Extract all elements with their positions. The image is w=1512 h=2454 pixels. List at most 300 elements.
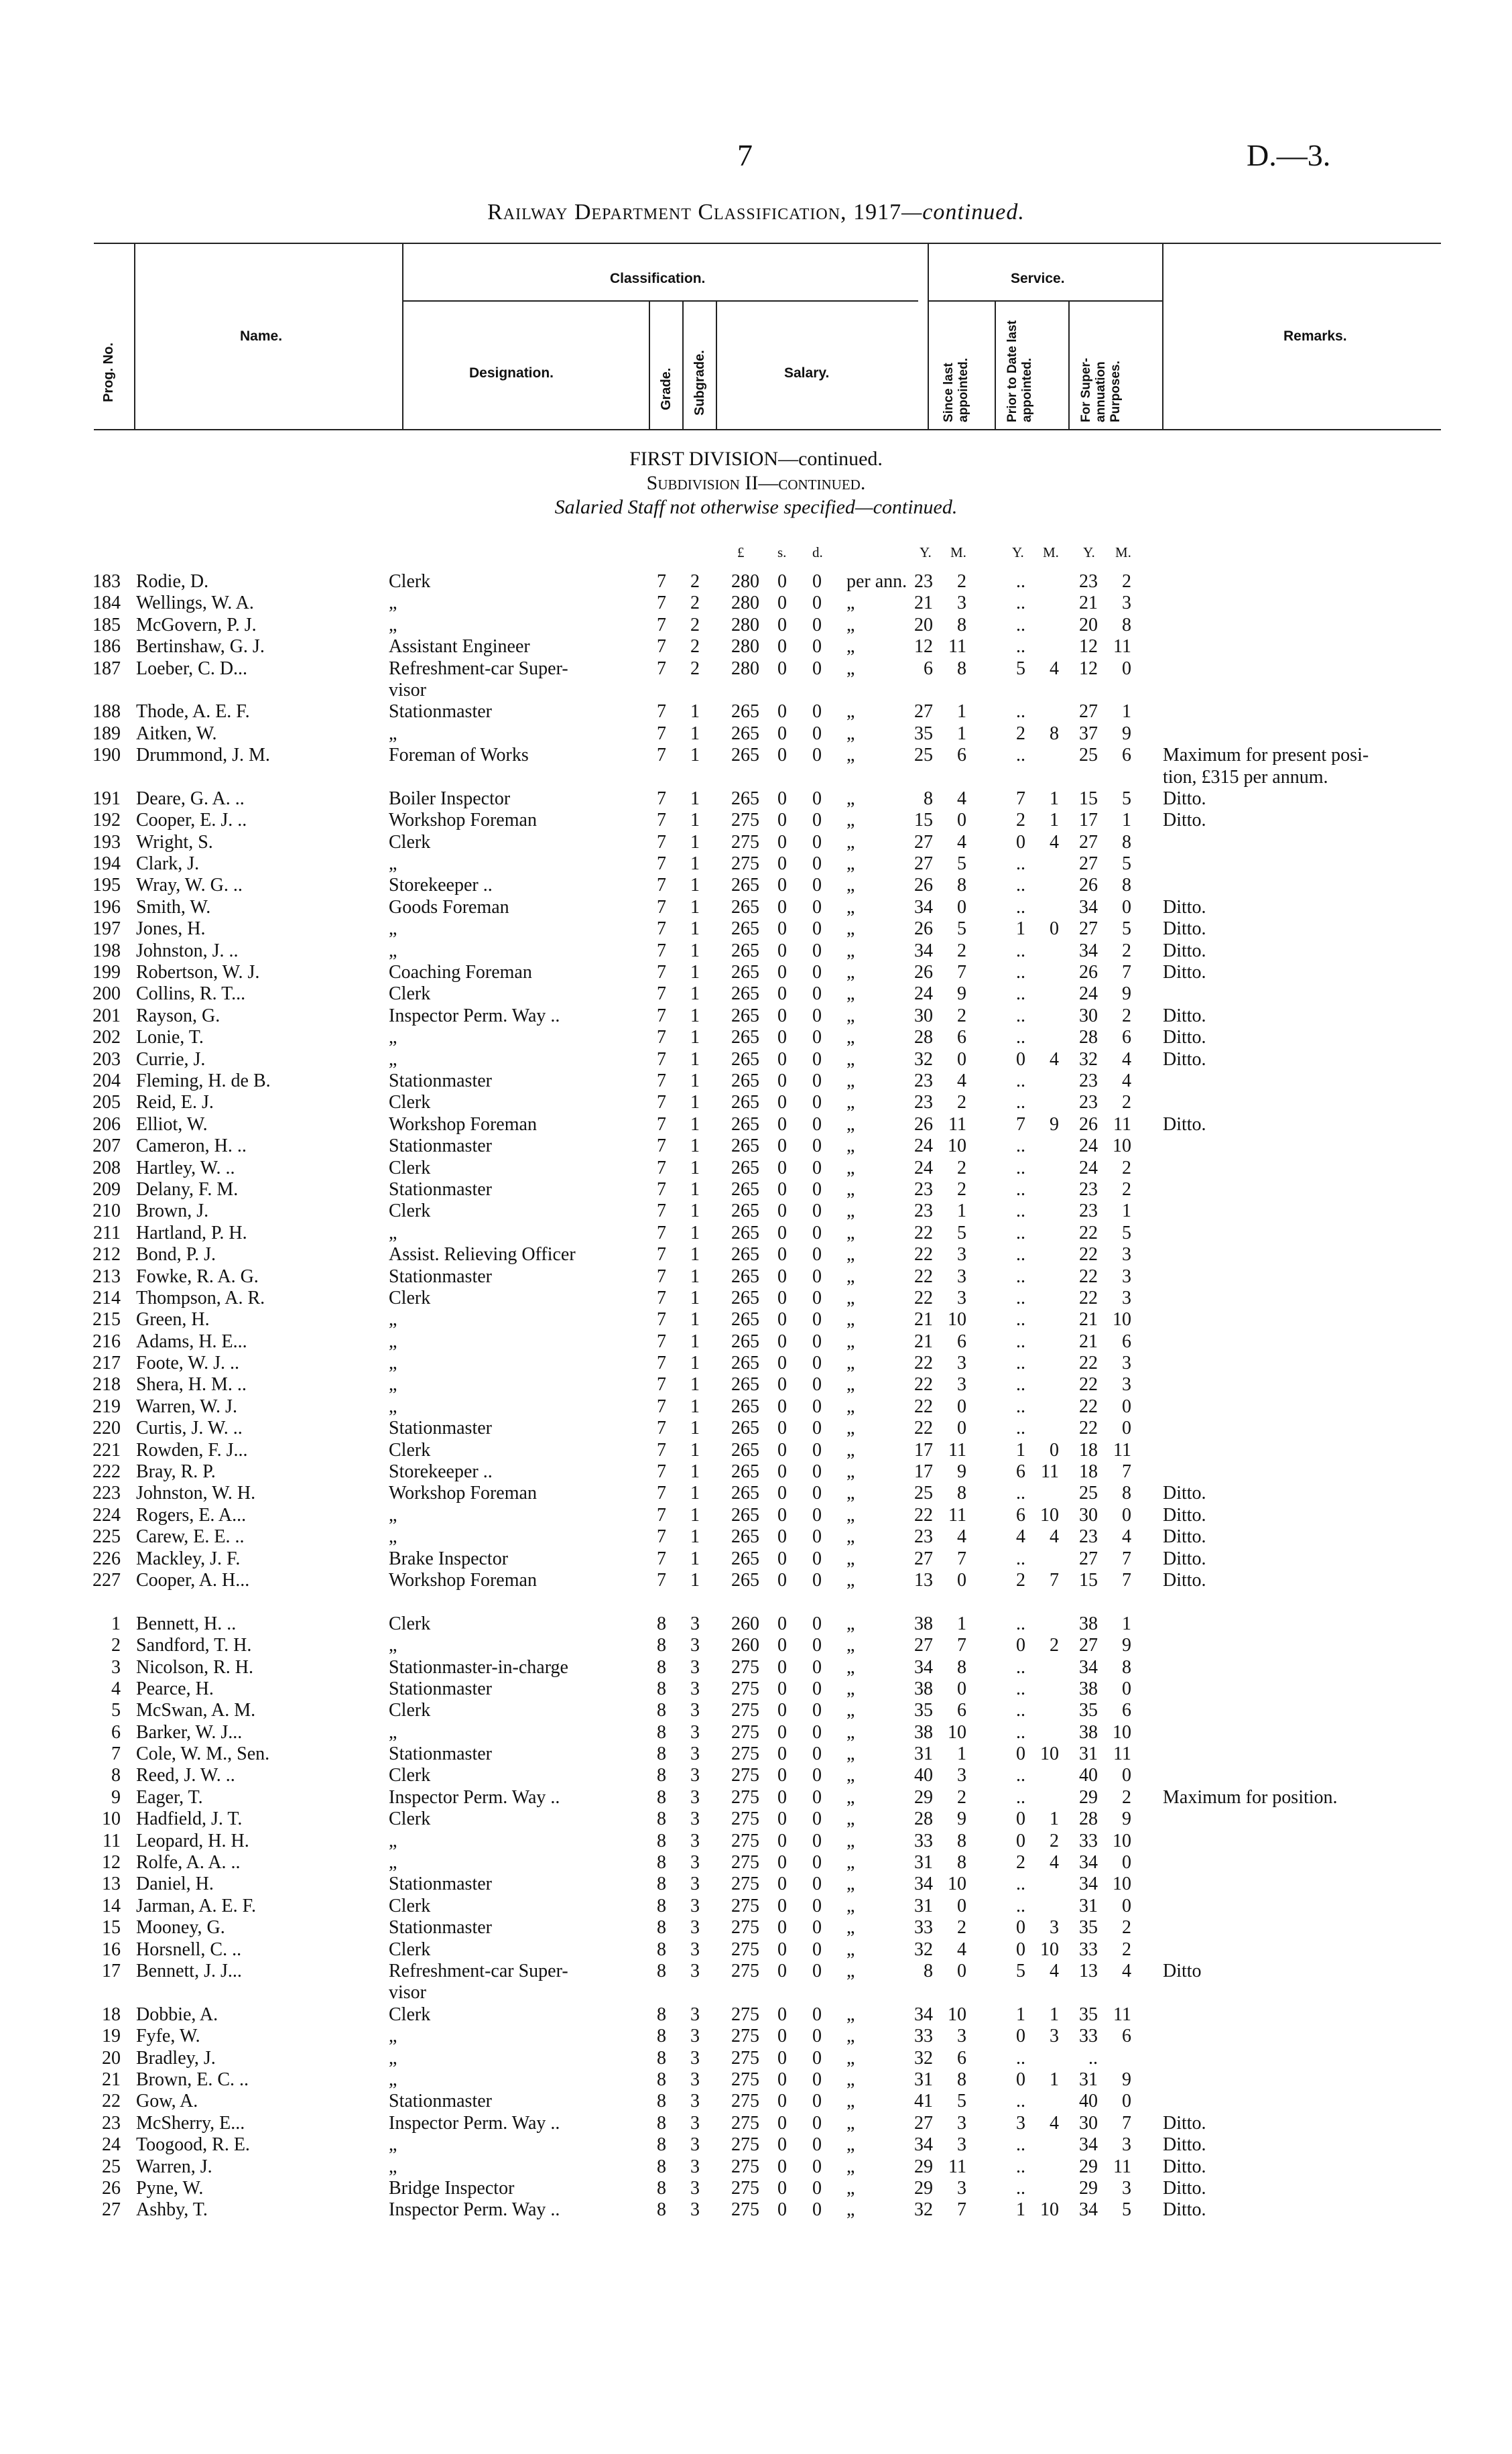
super-months-cell: 8 bbox=[1122, 831, 1131, 853]
prog-no-cell: 9 bbox=[111, 1786, 121, 1808]
subgrade-cell: 3 bbox=[690, 2047, 700, 2069]
remarks-cell: Ditto. bbox=[1163, 2156, 1206, 2177]
prog-no-cell: 11 bbox=[103, 1830, 121, 1851]
super-months-cell: 4 bbox=[1122, 1526, 1131, 1548]
subgrade-cell: 1 bbox=[690, 940, 700, 961]
since-years-cell: 15 bbox=[914, 810, 933, 831]
since-months-cell: 7 bbox=[957, 1635, 966, 1656]
remarks-cell: tion, £315 per annum. bbox=[1163, 766, 1328, 788]
prior-months-cell: 10 bbox=[1040, 1939, 1059, 1960]
subgrade-cell: 1 bbox=[690, 810, 700, 831]
salary-period-cell: „ bbox=[846, 2134, 855, 2156]
table-row bbox=[0, 1244, 1512, 1266]
prior-years-cell: .. bbox=[1016, 1786, 1025, 1808]
designation-cell: Clerk bbox=[389, 1613, 431, 1634]
name-cell: Collins, R. T... bbox=[136, 983, 246, 1005]
since-months-cell: 6 bbox=[957, 1700, 966, 1721]
salary-pounds-cell: 275 bbox=[731, 2069, 759, 2090]
prog-no-cell: 200 bbox=[92, 983, 121, 1005]
prog-no-cell: 195 bbox=[92, 875, 121, 896]
salary-period-cell: „ bbox=[846, 2047, 855, 2069]
prog-no-cell: 204 bbox=[92, 1070, 121, 1091]
prior-years-cell: 0 bbox=[1016, 1939, 1025, 1960]
remarks-cell: Ditto bbox=[1163, 1961, 1202, 1981]
salary-pounds-cell: 265 bbox=[731, 1548, 759, 1569]
col-divider bbox=[928, 243, 929, 429]
salary-period-cell: „ bbox=[846, 1635, 855, 1656]
prior-months-cell: 4 bbox=[1050, 1852, 1059, 1874]
prior-years-cell: .. bbox=[1016, 1157, 1025, 1178]
designation-cell: Inspector Perm. Way .. bbox=[389, 2199, 560, 2221]
name-cell: Delany, F. M. bbox=[136, 1178, 239, 1200]
designation-cell: „ bbox=[389, 1635, 397, 1656]
salary-shillings-cell: 0 bbox=[777, 1222, 787, 1243]
since-months-cell: 3 bbox=[957, 2134, 966, 2156]
table-row bbox=[0, 1852, 1512, 1874]
table-row bbox=[0, 1309, 1512, 1331]
prior-months-cell: 4 bbox=[1050, 1961, 1059, 1981]
prior-months-cell: 3 bbox=[1050, 1917, 1059, 1939]
super-years-cell: 28 bbox=[1079, 1027, 1098, 1048]
salary-pounds-cell: 275 bbox=[731, 2047, 759, 2069]
since-months-cell: 10 bbox=[948, 1136, 966, 1157]
salary-period-cell: „ bbox=[846, 896, 855, 918]
table-row bbox=[0, 1635, 1512, 1656]
name-cell: Drummond, J. M. bbox=[136, 745, 270, 766]
since-years-cell: 21 bbox=[914, 1331, 933, 1352]
since-years-cell: 34 bbox=[914, 2134, 933, 2156]
super-years-cell: 23 bbox=[1079, 571, 1098, 592]
since-years-cell: 22 bbox=[914, 1244, 933, 1266]
prog-no-cell: 208 bbox=[92, 1157, 121, 1178]
since-months-cell: 3 bbox=[957, 1765, 966, 1786]
salary-pence-cell: 0 bbox=[812, 2112, 822, 2134]
since-months-cell: 2 bbox=[957, 571, 966, 592]
salary-shillings-cell: 0 bbox=[777, 2004, 787, 2025]
salary-period-cell: „ bbox=[846, 1504, 855, 1526]
prior-years-cell: 5 bbox=[1016, 658, 1025, 679]
subgrade-cell: 1 bbox=[690, 1157, 700, 1178]
prog-no-cell: 212 bbox=[92, 1244, 121, 1266]
super-months-cell: 2 bbox=[1122, 571, 1131, 592]
remarks-cell: Ditto. bbox=[1163, 1483, 1206, 1504]
salary-pence-cell: 0 bbox=[812, 940, 822, 961]
super-months-cell: 2 bbox=[1122, 1178, 1131, 1200]
remarks-cell: Ditto. bbox=[1163, 1005, 1206, 1026]
super-months-cell: 0 bbox=[1122, 1418, 1131, 1439]
remarks-cell: Ditto. bbox=[1163, 2177, 1206, 2199]
salary-shillings-cell: 0 bbox=[777, 1504, 787, 1526]
salary-period-cell: „ bbox=[846, 1396, 855, 1417]
super-months-cell: 4 bbox=[1122, 1961, 1131, 1981]
salary-pounds-cell: 275 bbox=[731, 1830, 759, 1851]
super-years-cell: 27 bbox=[1079, 1635, 1098, 1656]
name-cell: Brown, J. bbox=[136, 1201, 209, 1222]
salary-pence-cell: 0 bbox=[812, 1939, 822, 1960]
super-months-cell: 11 bbox=[1113, 1439, 1131, 1461]
since-years-cell: 30 bbox=[914, 1005, 933, 1026]
salary-period-cell: „ bbox=[846, 831, 855, 853]
designation-cell: „ bbox=[389, 2134, 397, 2156]
super-years-cell: 33 bbox=[1079, 2026, 1098, 2047]
prior-years-cell: 2 bbox=[1016, 1569, 1025, 1591]
salary-pounds-cell: 275 bbox=[731, 1700, 759, 1721]
subgrade-cell: 1 bbox=[690, 1113, 700, 1135]
subgrade-cell: 3 bbox=[690, 1852, 700, 1874]
subgrade-cell: 1 bbox=[690, 983, 700, 1005]
super-years-cell: 22 bbox=[1079, 1418, 1098, 1439]
prior-years-cell: .. bbox=[1016, 745, 1025, 766]
table-row bbox=[0, 1266, 1512, 1288]
grade-cell: 7 bbox=[657, 1178, 666, 1200]
remarks-cell: Ditto. bbox=[1163, 810, 1206, 831]
super-months-cell: 0 bbox=[1122, 1765, 1131, 1786]
salary-shillings-cell: 0 bbox=[777, 1656, 787, 1678]
since-years-cell: 17 bbox=[914, 1439, 933, 1461]
name-cell: Brown, E. C. .. bbox=[136, 2069, 249, 2090]
subgrade-cell: 1 bbox=[690, 701, 700, 723]
name-cell: Bennett, J. J... bbox=[136, 1961, 242, 1981]
super-months-cell: 2 bbox=[1122, 1005, 1131, 1026]
prior-years-cell: 0 bbox=[1016, 1743, 1025, 1765]
designation-cell: Workshop Foreman bbox=[389, 1569, 537, 1591]
salary-pence-cell: 0 bbox=[812, 1635, 822, 1656]
prog-no-cell: 218 bbox=[92, 1374, 121, 1396]
salary-shillings-cell: 0 bbox=[777, 896, 787, 918]
classification-rule bbox=[402, 300, 918, 302]
since-months-cell: 5 bbox=[957, 853, 966, 875]
prog-no-cell: 219 bbox=[92, 1396, 121, 1417]
name-cell: Aitken, W. bbox=[136, 723, 217, 744]
salary-pence-cell: 0 bbox=[812, 810, 822, 831]
remarks-cell: Ditto. bbox=[1163, 1027, 1206, 1048]
prog-no-cell: 225 bbox=[92, 1526, 121, 1548]
salary-pence-cell: 0 bbox=[812, 1961, 822, 1981]
salary-pence-cell: 0 bbox=[812, 1070, 822, 1091]
salary-pence-cell: 0 bbox=[812, 1309, 822, 1331]
table-row bbox=[0, 1136, 1512, 1157]
table-row bbox=[0, 767, 1512, 788]
salary-shillings-cell: 0 bbox=[777, 2112, 787, 2134]
salary-pence-cell: 0 bbox=[812, 1178, 822, 1200]
prog-no-cell: 183 bbox=[92, 571, 121, 592]
salary-shillings-cell: 0 bbox=[777, 831, 787, 853]
super-months-cell: 3 bbox=[1122, 1287, 1131, 1308]
remarks-cell: Ditto. bbox=[1163, 1048, 1206, 1070]
table-row bbox=[0, 745, 1512, 766]
subgrade-cell: 3 bbox=[690, 1895, 700, 1916]
salary-pence-cell: 0 bbox=[812, 2156, 822, 2177]
super-months-cell: 10 bbox=[1113, 1136, 1131, 1157]
super-years-cell: 15 bbox=[1079, 1569, 1098, 1591]
salary-pence-cell: 0 bbox=[812, 788, 822, 809]
prog-no-cell: 189 bbox=[92, 723, 121, 744]
designation-cell: Stationmaster bbox=[389, 1678, 492, 1699]
prog-no-cell: 203 bbox=[92, 1048, 121, 1070]
salary-period-cell: „ bbox=[846, 2156, 855, 2177]
salary-shillings-cell: 0 bbox=[777, 853, 787, 875]
salary-period-cell: „ bbox=[846, 723, 855, 744]
prog-no-cell: 27 bbox=[102, 2199, 121, 2221]
staff-heading: Salaried Staff not otherwise specified—continued. bbox=[554, 496, 958, 518]
super-months-cell: 7 bbox=[1122, 962, 1131, 983]
table-row bbox=[0, 701, 1512, 723]
designation-cell: Inspector Perm. Way .. bbox=[389, 1786, 560, 1808]
salary-shillings-cell: 0 bbox=[777, 1374, 787, 1396]
name-cell: Rowden, F. J... bbox=[136, 1439, 248, 1461]
subgrade-cell: 2 bbox=[690, 593, 700, 614]
name-cell: Cameron, H. .. bbox=[136, 1136, 247, 1157]
salary-pence-cell: 0 bbox=[812, 1765, 822, 1786]
name-cell: Thompson, A. R. bbox=[136, 1287, 265, 1308]
salary-pounds-cell: 275 bbox=[731, 2199, 759, 2221]
unit-pound: £ bbox=[737, 544, 745, 560]
salary-pounds-cell: 275 bbox=[731, 2004, 759, 2025]
subgrade-cell: 3 bbox=[690, 1700, 700, 1721]
prior-years-cell: .. bbox=[1016, 593, 1025, 614]
grade-cell: 7 bbox=[657, 1396, 666, 1417]
prog-no-cell: 6 bbox=[111, 1721, 121, 1743]
prior-years-cell: .. bbox=[1016, 1418, 1025, 1439]
prior-years-cell: .. bbox=[1016, 1874, 1025, 1895]
super-years-cell: 26 bbox=[1079, 1113, 1098, 1135]
prog-no-cell: 7 bbox=[111, 1743, 121, 1765]
prior-years-cell: .. bbox=[1016, 701, 1025, 723]
salary-pounds-cell: 260 bbox=[731, 1613, 759, 1634]
subgrade-cell: 2 bbox=[690, 636, 700, 658]
name-cell: Mooney, G. bbox=[136, 1917, 225, 1939]
salary-pounds-cell: 280 bbox=[731, 571, 759, 592]
prior-years-cell: 6 bbox=[1016, 1461, 1025, 1483]
salary-period-cell: „ bbox=[846, 1830, 855, 1851]
salary-period-cell: per ann. bbox=[846, 571, 907, 592]
salary-shillings-cell: 0 bbox=[777, 875, 787, 896]
salary-shillings-cell: 0 bbox=[777, 2156, 787, 2177]
subgrade-cell: 1 bbox=[690, 1548, 700, 1569]
salary-period-cell: „ bbox=[846, 2199, 855, 2221]
salary-shillings-cell: 0 bbox=[777, 1700, 787, 1721]
prog-no-cell: 22 bbox=[102, 2091, 121, 2112]
table-row bbox=[0, 810, 1512, 831]
salary-pence-cell: 0 bbox=[812, 875, 822, 896]
salary-shillings-cell: 0 bbox=[777, 1178, 787, 1200]
super-months-cell: 5 bbox=[1122, 2199, 1131, 2221]
prog-no-cell: 1 bbox=[111, 1613, 121, 1634]
super-years-cell: 40 bbox=[1079, 2091, 1098, 2112]
super-years-cell: 21 bbox=[1079, 1309, 1098, 1331]
salary-pounds-cell: 265 bbox=[731, 1048, 759, 1070]
since-years-cell: 33 bbox=[914, 2026, 933, 2047]
unit-years: Y. bbox=[1083, 544, 1095, 560]
designation-cell: „ bbox=[389, 1331, 397, 1352]
prior-months-cell: 10 bbox=[1040, 1504, 1059, 1526]
salary-period-cell: „ bbox=[846, 1005, 855, 1026]
salary-shillings-cell: 0 bbox=[777, 1765, 787, 1786]
since-years-cell: 8 bbox=[924, 1961, 933, 1981]
salary-pence-cell: 0 bbox=[812, 896, 822, 918]
grade-cell: 7 bbox=[657, 1418, 666, 1439]
prior-months-cell: 1 bbox=[1050, 2069, 1059, 2090]
salary-pounds-cell: 265 bbox=[731, 1374, 759, 1396]
name-cell: Daniel, H. bbox=[136, 1874, 214, 1895]
caption-title: Railway Department Classification, bbox=[487, 200, 847, 225]
subgrade-cell: 2 bbox=[690, 571, 700, 592]
since-months-cell: 3 bbox=[957, 2177, 966, 2199]
name-cell: Dobbie, A. bbox=[136, 2004, 218, 2025]
since-years-cell: 25 bbox=[914, 1483, 933, 1504]
salary-pence-cell: 0 bbox=[812, 1895, 822, 1916]
since-years-cell: 31 bbox=[914, 1743, 933, 1765]
table-row bbox=[0, 1722, 1512, 1743]
designation-cell: visor bbox=[389, 679, 426, 700]
remarks-cell: Maximum for position. bbox=[1163, 1786, 1338, 1808]
prior-months-cell: 8 bbox=[1050, 723, 1059, 744]
super-years-cell: 25 bbox=[1079, 1483, 1098, 1504]
salary-pounds-cell: 265 bbox=[731, 723, 759, 744]
salary-shillings-cell: 0 bbox=[777, 1874, 787, 1895]
salary-pounds-cell: 265 bbox=[731, 962, 759, 983]
designation-cell: visor bbox=[389, 1982, 426, 2004]
salary-period-cell: „ bbox=[846, 1331, 855, 1352]
remarks-cell: Ditto. bbox=[1163, 2134, 1206, 2156]
header-prior-to: Prior to Date last appointed. bbox=[1005, 320, 1034, 422]
super-months-cell: 0 bbox=[1122, 1504, 1131, 1526]
super-years-cell: 33 bbox=[1079, 1939, 1098, 1960]
subgrade-cell: 3 bbox=[690, 2177, 700, 2199]
prior-years-cell: .. bbox=[1016, 1700, 1025, 1721]
prog-no-cell: 221 bbox=[92, 1439, 121, 1461]
since-years-cell: 32 bbox=[914, 2047, 933, 2069]
name-cell: Rayson, G. bbox=[136, 1005, 220, 1026]
table-row bbox=[0, 1353, 1512, 1374]
subgrade-cell: 1 bbox=[690, 853, 700, 875]
table-row bbox=[0, 962, 1512, 983]
service-rule bbox=[928, 300, 1162, 302]
prog-no-cell: 23 bbox=[102, 2112, 121, 2134]
grade-cell: 7 bbox=[657, 1157, 666, 1178]
salary-shillings-cell: 0 bbox=[777, 1113, 787, 1135]
salary-pounds-cell: 265 bbox=[731, 1526, 759, 1548]
table-row bbox=[0, 1700, 1512, 1721]
prog-no-cell: 227 bbox=[92, 1569, 121, 1591]
super-years-cell: 22 bbox=[1079, 1222, 1098, 1243]
salary-pounds-cell: 265 bbox=[731, 1070, 759, 1091]
salary-period-cell: „ bbox=[846, 1266, 855, 1287]
caption-year: 1917 bbox=[853, 200, 902, 225]
subgrade-cell: 3 bbox=[690, 1721, 700, 1743]
salary-pence-cell: 0 bbox=[812, 745, 822, 766]
since-years-cell: 29 bbox=[914, 2156, 933, 2177]
subgrade-cell: 1 bbox=[690, 896, 700, 918]
since-months-cell: 2 bbox=[957, 940, 966, 961]
super-months-cell: 3 bbox=[1122, 1353, 1131, 1374]
prog-no-cell: 17 bbox=[102, 1961, 121, 1981]
since-months-cell: 9 bbox=[957, 1808, 966, 1830]
designation-cell: „ bbox=[389, 1504, 397, 1526]
super-years-cell: 12 bbox=[1079, 636, 1098, 658]
prog-no-cell: 3 bbox=[111, 1656, 121, 1678]
name-cell: Cole, W. M., Sen. bbox=[136, 1743, 270, 1765]
table-row bbox=[0, 1483, 1512, 1504]
super-months-cell: 11 bbox=[1113, 636, 1131, 658]
salary-pence-cell: 0 bbox=[812, 1461, 822, 1483]
salary-pence-cell: 0 bbox=[812, 1027, 822, 1048]
super-months-cell: 9 bbox=[1122, 1635, 1131, 1656]
since-months-cell: 3 bbox=[957, 1374, 966, 1396]
grade-cell: 7 bbox=[657, 1309, 666, 1331]
name-cell: Adams, H. E... bbox=[136, 1331, 247, 1352]
salary-pounds-cell: 275 bbox=[731, 1895, 759, 1916]
name-cell: Hartland, P. H. bbox=[136, 1222, 247, 1243]
prior-years-cell: .. bbox=[1016, 1222, 1025, 1243]
salary-pence-cell: 0 bbox=[812, 1526, 822, 1548]
super-months-cell: 0 bbox=[1122, 1678, 1131, 1699]
table-row bbox=[0, 1678, 1512, 1700]
remarks-cell: Ditto. bbox=[1163, 896, 1206, 918]
salary-period-cell: „ bbox=[846, 1309, 855, 1331]
salary-period-cell: „ bbox=[846, 2091, 855, 2112]
prog-no-cell: 197 bbox=[92, 918, 121, 940]
prog-no-cell: 184 bbox=[92, 593, 121, 614]
prior-years-cell: .. bbox=[1016, 1287, 1025, 1308]
super-years-cell: 27 bbox=[1079, 853, 1098, 875]
super-months-cell: 5 bbox=[1122, 1222, 1131, 1243]
subgrade-cell: 3 bbox=[690, 1808, 700, 1830]
salary-period-cell: „ bbox=[846, 962, 855, 983]
salary-period-cell: „ bbox=[846, 1961, 855, 1981]
subgrade-cell: 1 bbox=[690, 1461, 700, 1483]
salary-shillings-cell: 0 bbox=[777, 1961, 787, 1981]
salary-pounds-cell: 265 bbox=[731, 1309, 759, 1331]
subgrade-cell: 3 bbox=[690, 1743, 700, 1765]
designation-cell: „ bbox=[389, 1721, 397, 1743]
table-row bbox=[0, 1765, 1512, 1786]
since-months-cell: 3 bbox=[957, 593, 966, 614]
since-months-cell: 8 bbox=[957, 1852, 966, 1874]
super-months-cell: 0 bbox=[1122, 1396, 1131, 1417]
salary-shillings-cell: 0 bbox=[777, 1526, 787, 1548]
grade-cell: 7 bbox=[657, 1201, 666, 1222]
designation-cell: Workshop Foreman bbox=[389, 1483, 537, 1504]
grade-cell: 7 bbox=[657, 983, 666, 1005]
name-cell: Hartley, W. .. bbox=[136, 1157, 235, 1178]
designation-cell: „ bbox=[389, 2047, 397, 2069]
since-years-cell: 33 bbox=[914, 1917, 933, 1939]
prior-years-cell: 1 bbox=[1016, 918, 1025, 940]
salary-period-cell: „ bbox=[846, 1483, 855, 1504]
super-years-cell: 35 bbox=[1079, 2004, 1098, 2025]
salary-period-cell: „ bbox=[846, 1874, 855, 1895]
grade-cell: 7 bbox=[657, 1113, 666, 1135]
since-years-cell: 27 bbox=[914, 1548, 933, 1569]
since-years-cell: 13 bbox=[914, 1569, 933, 1591]
table-row bbox=[0, 1179, 1512, 1201]
salary-pounds-cell: 265 bbox=[731, 1136, 759, 1157]
designation-cell: „ bbox=[389, 2156, 397, 2177]
since-months-cell: 0 bbox=[957, 1678, 966, 1699]
salary-shillings-cell: 0 bbox=[777, 788, 787, 809]
prog-no-cell: 198 bbox=[92, 940, 121, 961]
salary-pounds-cell: 275 bbox=[731, 1808, 759, 1830]
since-months-cell: 3 bbox=[957, 2026, 966, 2047]
header-top-rule bbox=[94, 243, 1441, 244]
grade-cell: 7 bbox=[657, 614, 666, 635]
salary-shillings-cell: 0 bbox=[777, 1201, 787, 1222]
salary-pounds-cell: 265 bbox=[731, 1353, 759, 1374]
salary-pounds-cell: 275 bbox=[731, 810, 759, 831]
prog-no-cell: 12 bbox=[102, 1852, 121, 1874]
table-row bbox=[0, 1831, 1512, 1852]
